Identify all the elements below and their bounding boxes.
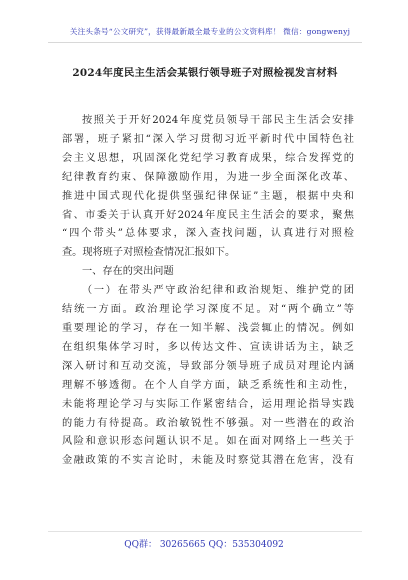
paragraph-line: 重要理论的学习，存在一知半解、浅尝辄止的情况。例如 — [62, 322, 354, 334]
paragraph-line: 按照关于开好2024年度党员领导干部民主生活会安排 — [82, 115, 354, 126]
footer-divider — [48, 531, 362, 532]
paragraph-line: 推进中国式现代化提供坚强纪律保证”主题，根据中央和 — [62, 190, 354, 202]
footer-contact: QQ群： 30265665 QQ：535304092 — [124, 540, 284, 550]
paragraph-line: （一）在带头严守政治纪律和政治规矩、维护党的团 — [82, 285, 354, 297]
paragraph-line: 金融政策的不实言论时，未能及时察觉其潜在危害，没有 — [62, 455, 354, 467]
section-heading: 一、存在的突出问题 — [82, 266, 174, 278]
header-divider — [48, 42, 362, 43]
paragraph-line: 理解不够透彻。在个人自学方面，缺乏系统性和主动性， — [62, 379, 354, 391]
paragraph-line: 结统一方面。政治理论学习深度不足。对“两个确立”等 — [62, 304, 354, 316]
paragraph-line: 在组织集体学习时，多以传达文件、宣读讲话为主，缺乏 — [62, 341, 354, 353]
document-title: 2024年度民主生活会某银行领导班子对照检视发言材料 — [72, 67, 338, 79]
paragraph-line: 部署，班子紧扣“深入学习贯彻习近平新时代中国特色社 — [62, 133, 354, 145]
paragraph-line: “四个带头”总体要求，深入查找问题，认真进行对照检 — [62, 228, 354, 240]
paragraph-line: 省、市委关于认真开好2024年度民主生活会的要求，聚焦 — [62, 209, 354, 221]
paragraph-line: 会主义思想，巩固深化党纪学习教育成果，综合发挥党的 — [62, 152, 354, 164]
paragraph-line: 深入研讨和互动交流，导致部分领导班子成员对理论内涵 — [62, 360, 354, 372]
paragraph-line: 风险和意识形态问题认识不足。如在面对网络上一些关于 — [62, 436, 354, 448]
paragraph-intro — [62, 112, 354, 263]
header-note: 关注头条号“公文研究”，获得最新最全最专业的公文资料库！ 微信：gongwenyj — [69, 27, 351, 36]
paragraph-problems — [62, 282, 354, 471]
paragraph-line: 的能力有待提高。政治敏锐性不够强。对一些潜在的政治 — [62, 417, 354, 429]
paragraph-line: 未能将理论学习与实际工作紧密结合，运用理论指导实践 — [62, 398, 354, 410]
document-body — [62, 112, 354, 471]
paragraph-line: 查。现将班子对照检查情况汇报如下。 — [62, 247, 236, 259]
paragraph-line: 纪律教育约束、保障激励作用，为进一步全面深化改革、 — [62, 171, 354, 183]
